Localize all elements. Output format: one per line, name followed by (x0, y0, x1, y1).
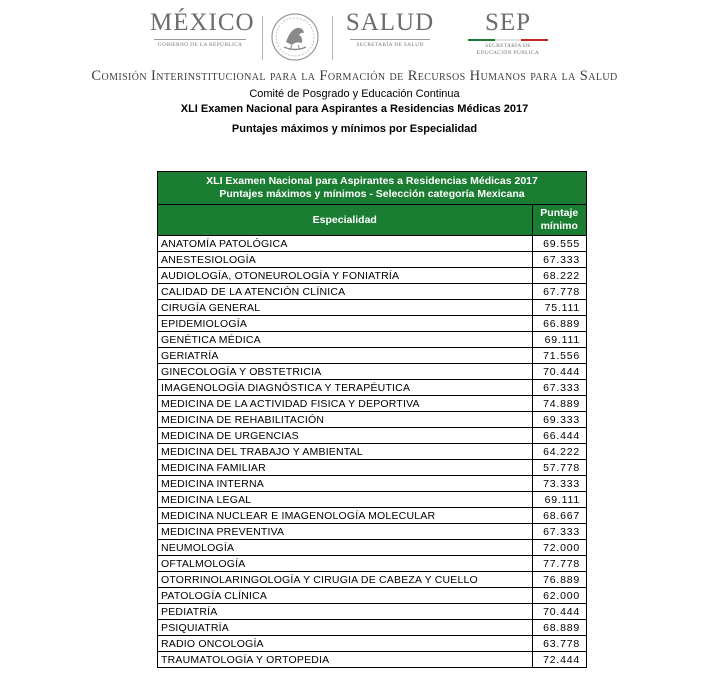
table-row (158, 300, 586, 316)
especialidad-cell: GINECOLOGÍA Y OBSTETRICIA (158, 364, 532, 380)
puntaje-cell: 69.111 (532, 492, 586, 508)
logo-sep-sub: SECRETARÍA DE EDUCACIÓN PÚBLICA (476, 43, 540, 56)
table-row (158, 556, 586, 572)
committee-subtitle: Comité de Posgrado y Educación Continua (249, 88, 460, 100)
table-row (158, 252, 586, 268)
table-row (158, 508, 586, 524)
especialidad-cell: MEDICINA PREVENTIVA (158, 524, 532, 540)
column-header-puntaje: Puntaje mínimo (532, 205, 586, 236)
scores-table (158, 205, 586, 667)
puntaje-cell: 73.333 (532, 476, 586, 492)
table-row (158, 236, 586, 252)
especialidad-cell: IMAGENOLOGÍA DIAGNÓSTICA Y TERAPÉUTICA (158, 380, 532, 396)
especialidad-cell: NEUMOLOGÍA (158, 540, 532, 556)
especialidad-cell: TRAUMATOLOGÍA Y ORTOPEDIA (158, 652, 532, 668)
table-banner-line1: XLI Examen Nacional para Aspirantes a Residencias Médicas 2017 (206, 175, 538, 187)
puntaje-cell: 68.667 (532, 508, 586, 524)
table-row (158, 540, 586, 556)
logo-salud-sub: SECRETARÍA DE SALUD (356, 42, 424, 48)
puntaje-cell: 67.333 (532, 380, 586, 396)
puntaje-cell: 69.333 (532, 412, 586, 428)
report-title: Puntajes máximos y mínimos por Especialidad (231, 123, 478, 135)
table-body (158, 236, 586, 668)
puntaje-cell: 69.111 (532, 332, 586, 348)
puntaje-cell: 67.333 (532, 524, 586, 540)
especialidad-cell: ANESTESIOLOGÍA (158, 252, 532, 268)
table-row (158, 316, 586, 332)
mexico-coat-of-arms-icon (270, 12, 320, 62)
table-row (158, 588, 586, 604)
logo-mexico-word: MÉXICO (150, 9, 255, 36)
especialidad-cell: MEDICINA DE LA ACTIVIDAD FISICA Y DEPORTIVA (158, 396, 532, 412)
puntaje-cell: 68.222 (532, 268, 586, 284)
puntaje-cell: 70.444 (532, 604, 586, 620)
puntaje-cell: 67.778 (532, 284, 586, 300)
logo-sep (462, 8, 554, 57)
puntaje-cell: 66.444 (532, 428, 586, 444)
especialidad-cell: MEDICINA DEL TRABAJO Y AMBIENTAL (158, 444, 532, 460)
especialidad-cell: OTORRINOLARINGOLOGÍA Y CIRUGIA DE CABEZA Y CUELLO (158, 572, 532, 588)
especialidad-cell: MEDICINA DE URGENCIAS (158, 428, 532, 444)
logo-salud-word: SALUD (345, 9, 435, 36)
exam-title: XLI Examen Nacional para Aspirantes a Residencias Médicas 2017 (180, 103, 529, 115)
table-row (158, 636, 586, 652)
puntaje-cell: 77.778 (532, 556, 586, 572)
especialidad-cell: PEDIATRÍA (158, 604, 532, 620)
especialidad-cell: MEDICINA NUCLEAR E IMAGENOLOGÍA MOLECULAR (158, 508, 532, 524)
table-row (158, 364, 586, 380)
puntaje-cell: 67.333 (532, 252, 586, 268)
table-row (158, 460, 586, 476)
table-row (158, 572, 586, 588)
table-row (158, 620, 586, 636)
table-row (158, 524, 586, 540)
logo-salud (345, 8, 435, 49)
table-row (158, 604, 586, 620)
puntaje-cell: 72.444 (532, 652, 586, 668)
table-header-row (158, 205, 586, 236)
puntaje-cell: 74.889 (532, 396, 586, 412)
scores-table-container (157, 171, 587, 668)
especialidad-cell: MEDICINA FAMILIAR (158, 460, 532, 476)
especialidad-cell: RADIO ONCOLOGÍA (158, 636, 532, 652)
puntaje-cell: 69.555 (532, 236, 586, 252)
column-header-especialidad: Especialidad (158, 205, 532, 236)
logo-sep-word: SEP (484, 9, 532, 36)
table-row (158, 268, 586, 284)
table-row (158, 332, 586, 348)
table-row (158, 652, 586, 668)
puntaje-cell: 75.111 (532, 300, 586, 316)
table-row (158, 380, 586, 396)
logo-mexico (150, 8, 255, 49)
especialidad-cell: CALIDAD DE LA ATENCIÓN CLÍNICA (158, 284, 532, 300)
logo-mexico-sub: GOBIERNO DE LA REPÚBLICA (157, 42, 243, 48)
especialidad-cell: EPIDEMIOLOGÍA (158, 316, 532, 332)
table-row (158, 412, 586, 428)
especialidad-cell: MEDICINA LEGAL (158, 492, 532, 508)
especialidad-cell: MEDICINA DE REHABILITACIÓN (158, 412, 532, 428)
table-row (158, 284, 586, 300)
table-row (158, 428, 586, 444)
puntaje-cell: 66.889 (532, 316, 586, 332)
logo-divider (262, 16, 263, 60)
puntaje-cell: 63.778 (532, 636, 586, 652)
header-logos (0, 8, 709, 64)
especialidad-cell: MEDICINA INTERNA (158, 476, 532, 492)
puntaje-cell: 68.889 (532, 620, 586, 636)
puntaje-cell: 64.222 (532, 444, 586, 460)
table-row (158, 396, 586, 412)
logo-divider (332, 16, 333, 60)
especialidad-cell: PATOLOGÍA CLÍNICA (158, 588, 532, 604)
especialidad-cell: ANATOMÍA PATOLÓGICA (158, 236, 532, 252)
commission-title: Comisión Interinstitucional para la Formación de Recursos Humanos para la Salud (91, 68, 618, 84)
puntaje-cell: 70.444 (532, 364, 586, 380)
table-banner (158, 172, 586, 205)
table-banner-line2: Puntajes máximos y mínimos - Selección categoría Mexicana (219, 188, 525, 200)
puntaje-cell: 72.000 (532, 540, 586, 556)
table-row (158, 444, 586, 460)
table-row (158, 492, 586, 508)
puntaje-cell: 71.556 (532, 348, 586, 364)
logo-sep-tricolor-rule (468, 39, 548, 41)
puntaje-cell: 62.000 (532, 588, 586, 604)
table-row (158, 348, 586, 364)
especialidad-cell: PSIQUIATRÍA (158, 620, 532, 636)
puntaje-cell: 76.889 (532, 572, 586, 588)
table-row (158, 476, 586, 492)
especialidad-cell: OFTALMOLOGÍA (158, 556, 532, 572)
especialidad-cell: GERIATRÍA (158, 348, 532, 364)
especialidad-cell: GENÉTICA MÉDICA (158, 332, 532, 348)
especialidad-cell: AUDIOLOGÍA, OTONEUROLOGÍA Y FONIATRÍA (158, 268, 532, 284)
puntaje-cell: 57.778 (532, 460, 586, 476)
especialidad-cell: CIRUGÍA GENERAL (158, 300, 532, 316)
